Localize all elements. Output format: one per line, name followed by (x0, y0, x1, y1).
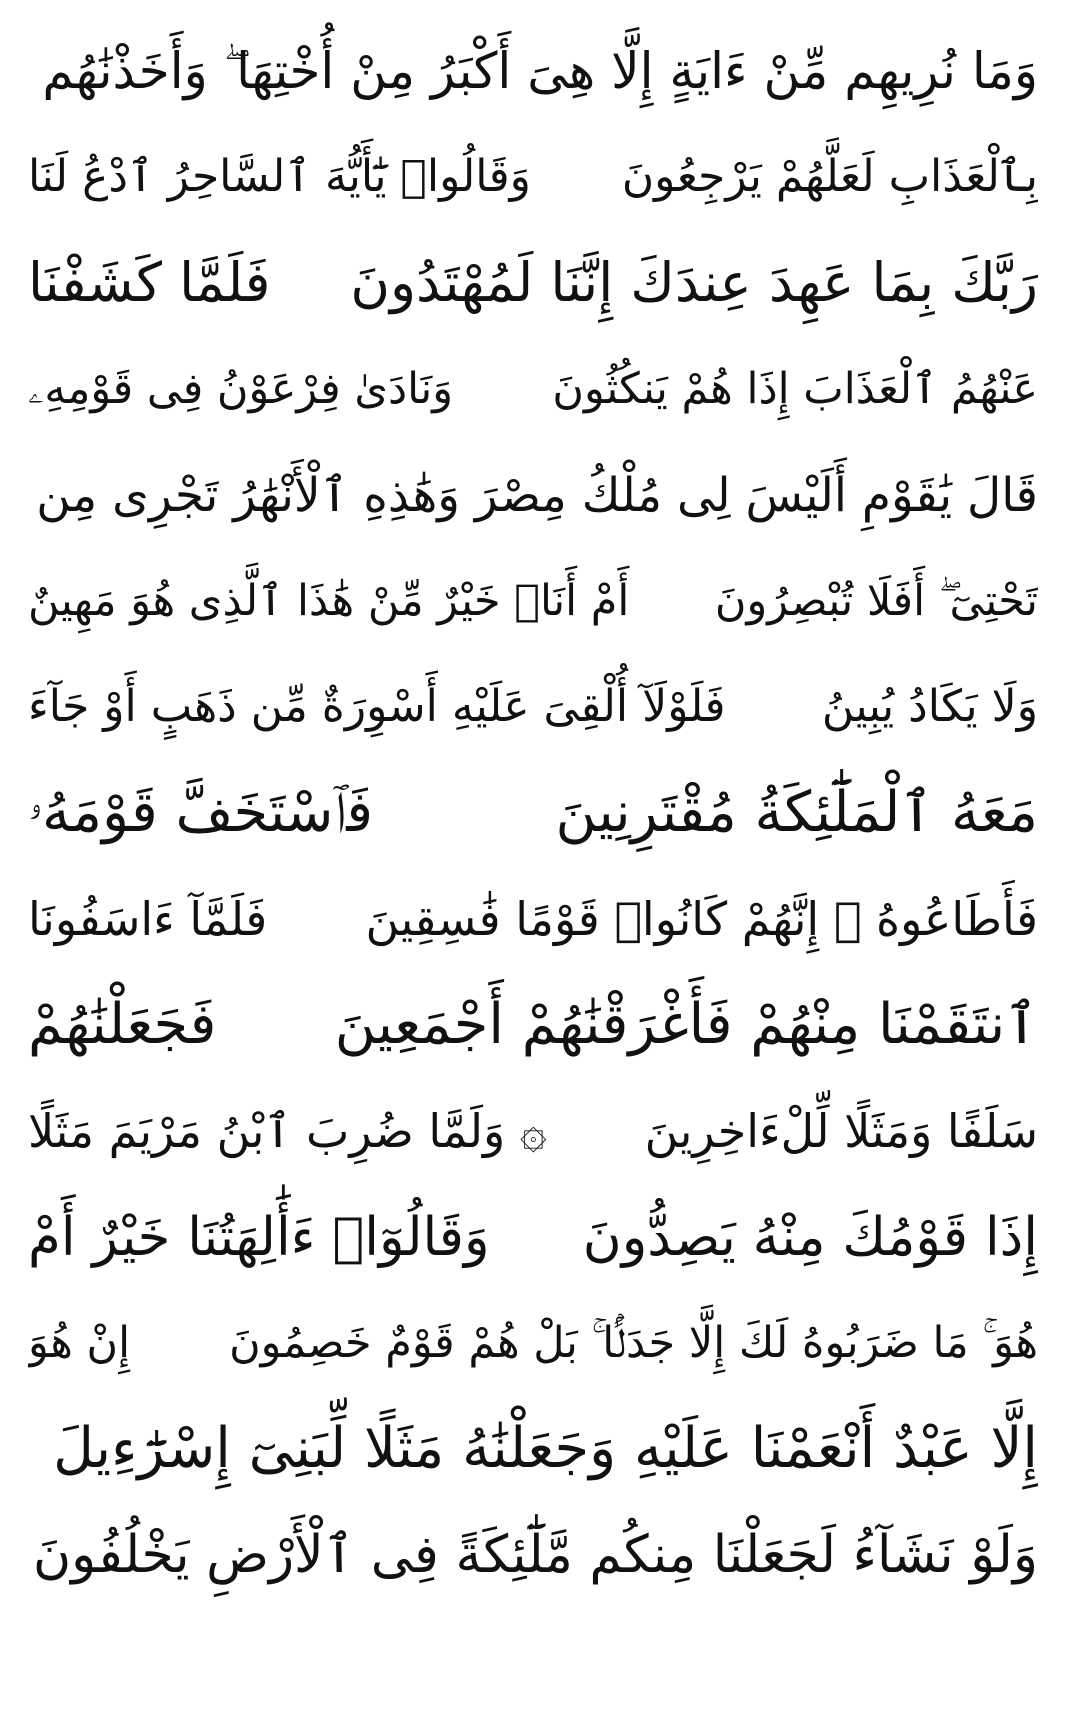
verse-line (28, 760, 1038, 866)
verse-line (28, 1184, 1038, 1290)
verse-text: قَالَ يَٰقَوْمِ أَلَيْسَ لِى مُلْكُ مِصْرَ وَهَٰذِهِ ٱلْأَنْهَٰرُ تَجْرِى مِن (36, 467, 1038, 523)
verse-line (28, 230, 1038, 336)
verse-text: وَقَالُوٓا۟ ءَأَٰلِهَتُنَا خَيْرٌ أَمْ (28, 1206, 490, 1268)
verse-line (28, 336, 1038, 442)
verse-text: فَأَطَاعُوهُ ۚ إِنَّهُمْ كَانُوا۟ قَوْمًا فَٰسِقِينَ (365, 892, 1038, 946)
verse-text: وَمَا نُرِيهِم مِّنْ ءَايَةٍ إِلَّا هِىَ أَكْبَرُ مِنْ أُخْتِهَا ۖ وَأَخَذْنَٰهُم (42, 42, 1038, 100)
verse-text: إِنْ هُوَ (28, 1317, 131, 1368)
verse-line (28, 124, 1038, 230)
verse-text: وَلَا يَكَادُ يُبِينُ (821, 681, 1038, 732)
verse-line (28, 654, 1038, 760)
verse-line (28, 1290, 1038, 1396)
verse-text: فَٱسْتَخَفَّ قَوْمَهُۥ (28, 780, 374, 845)
verse-text: رَبَّكَ بِمَا عَهِدَ عِندَكَ إِنَّنَا لَمُهْتَدُونَ (350, 251, 1038, 314)
verse-text: أَمْ أَنَا۠ خَيْرٌ مِّنْ هَٰذَا ٱلَّذِى هُوَ مَهِينٌ (28, 575, 630, 626)
verse-text: مَعَهُ ٱلْمَلَٰٓئِكَةُ مُقْتَرِنِينَ (555, 780, 1038, 845)
verse-text: إِلَّا عَبْدٌ أَنْعَمْنَا عَلَيْهِ وَجَعَلْنَٰهُ مَثَلًا لِّبَنِىٓ إِسْرَٰٓءِيلَ (53, 1416, 1038, 1481)
verse-text: وَنَادَىٰ فِرْعَوْنُ فِى قَوْمِهِۦ (28, 363, 453, 414)
verse-text: سَلَفًا وَمَثَلًا لِّلْءَاخِرِينَ (644, 1104, 1038, 1158)
verse-text: تَحْتِىٓ ۖ أَفَلَا تُبْصِرُونَ (714, 575, 1038, 626)
verse-text: فَلَمَّا كَشَفْنَا (28, 251, 271, 314)
verse-text: وَقَالُوا۟ يَٰٓأَيُّهَ ٱلسَّاحِرُ ٱدْعُ لَنَا (28, 151, 531, 202)
verse-line (28, 1396, 1038, 1502)
verse-text: عَنْهُمُ ٱلْعَذَابَ إِذَا هُمْ يَنكُثُونَ (552, 363, 1038, 414)
verse-line (28, 1078, 1038, 1184)
verse-line (28, 972, 1038, 1078)
verse-text: ۞ وَلَمَّا ضُرِبَ ٱبْنُ مَرْيَمَ مَثَلًا (28, 1104, 547, 1158)
verse-line (28, 18, 1038, 124)
verse-text: بِٱلْعَذَابِ لَعَلَّهُمْ يَرْجِعُونَ (621, 151, 1038, 202)
verse-text: ٱنتَقَمْنَا مِنْهُمْ فَأَغْرَقْنَٰهُمْ أَجْمَعِينَ (334, 992, 1038, 1057)
verse-text: فَلَوْلَآ أُلْقِىَ عَلَيْهِ أَسْوِرَةٌ مِّن ذَهَبٍ أَوْ جَآءَ (28, 681, 726, 732)
verse-text: فَجَعَلْنَٰهُمْ (28, 992, 217, 1057)
verse-text: فَلَمَّآ ءَاسَفُونَا (28, 892, 268, 946)
verse-line (28, 1502, 1038, 1608)
verse-text: هُوَ ۚ مَا ضَرَبُوهُ لَكَ إِلَّا جَدَلًۢا ۚ بَلْ هُمْ قَوْمٌ خَصِمُونَ (229, 1317, 1038, 1368)
verse-text: وَلَوْ نَشَآءُ لَجَعَلْنَا مِنكُم مَّلَٰٓئِكَةً فِى ٱلْأَرْضِ يَخْلُفُونَ (32, 1525, 1038, 1585)
verse-text: إِذَا قَوْمُكَ مِنْهُ يَصِدُّونَ (582, 1206, 1038, 1268)
verse-line (28, 442, 1038, 548)
verse-line (28, 548, 1038, 654)
verse-line (28, 866, 1038, 972)
